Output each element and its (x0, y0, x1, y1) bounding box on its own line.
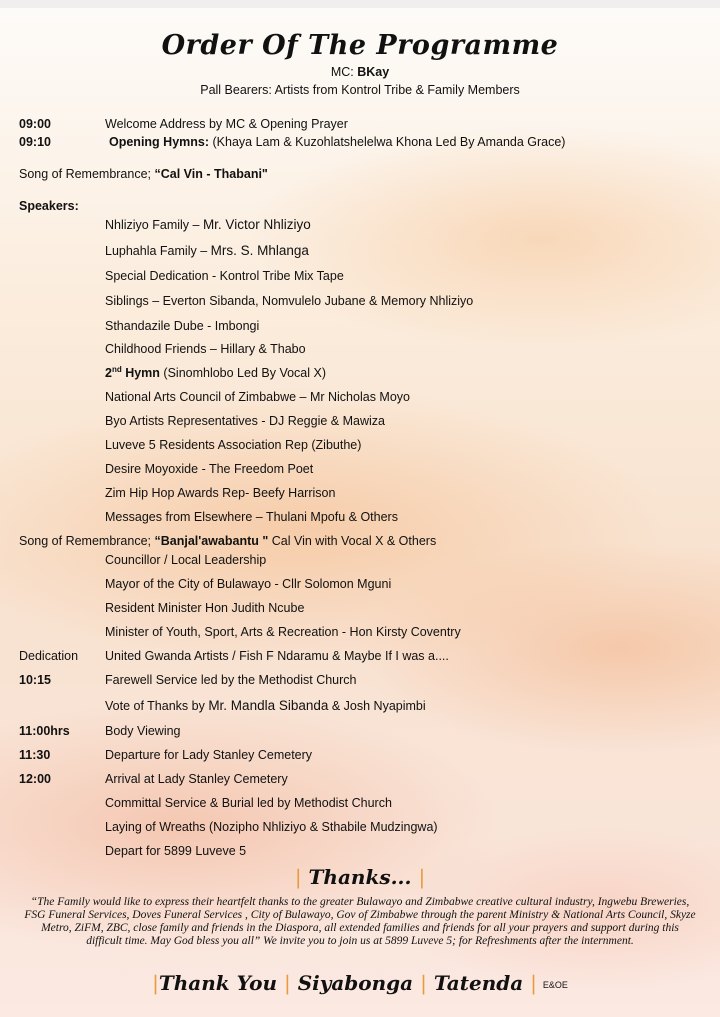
song-prefix: Song of Remembrance; (19, 534, 155, 548)
speaker-item (0, 217, 720, 237)
dedication-item (0, 649, 720, 669)
speaker-item (0, 243, 720, 263)
programme-item (0, 673, 720, 693)
song-title: “Banjal'awabantu " (154, 534, 269, 548)
song-title: “Cal Vin - Thabani" (154, 167, 268, 181)
divider-bar: | (420, 971, 427, 995)
pall-bearers: Pall Bearers: Artists from Kontrol Tribe & Family Members (200, 83, 520, 97)
leader-item: Mayor of the City of Bulawayo - Cllr Solomon Mguni (105, 577, 392, 591)
siyabonga: Siyabonga (297, 971, 414, 995)
speaker-item: Zim Hip Hop Awards Rep- Beefy Harrison (105, 486, 336, 500)
item-text: Arrival at Lady Stanley Cemetery (105, 772, 288, 786)
divider-bar: | (283, 971, 291, 995)
speakers-label: Speakers: (19, 199, 79, 213)
leader-item: Minister of Youth, Sport, Arts & Recreation - Hon Kirsty Coventry (105, 625, 461, 639)
item-text: Body Viewing (105, 724, 181, 738)
programme-item: Laying of Wreaths (Nozipho Nhliziyo & Sthabile Mudzingwa) (105, 820, 438, 834)
divider-bar: | (152, 971, 159, 995)
item-text: Farewell Service led by the Methodist Church (105, 673, 357, 687)
programme-item (0, 772, 720, 792)
speaker-group: Luphahla Family – (105, 244, 211, 258)
hymn-number: 2 (105, 366, 112, 381)
tatenda: Tatenda (433, 971, 524, 995)
mc-name: BKay (357, 65, 390, 79)
opening-hymns-text: (Khaya Lam & Kuzohlatshelelwa Khona Led By Amanda Grace) (209, 135, 566, 149)
speaker-item: Byo Artists Representatives - DJ Reggie & Mawiza (105, 414, 385, 428)
speaker-name: Mr. Victor Nhliziyo (202, 217, 311, 232)
programme-item: Committal Service & Burial led by Methodist Church (105, 796, 392, 810)
divider-bar: | (530, 971, 537, 995)
speakers-heading (0, 199, 720, 219)
speaker-name: Mrs. S. Mhlanga (210, 243, 309, 258)
vote-speaker: Mr. Mandla Sibanda (208, 698, 329, 713)
eoe-note: E&OE (542, 979, 568, 990)
mc-line (0, 65, 720, 79)
page-title: Order Of The Programme (161, 30, 559, 61)
song-of-remembrance-1 (0, 167, 720, 187)
speaker-item: National Arts Council of Zimbabwe – Mr Nicholas Moyo (105, 390, 410, 404)
speaker-group: Nhliziyo Family – (105, 218, 203, 232)
item-time: 12:00 (19, 772, 51, 786)
divider-bar: | (418, 865, 426, 889)
programme-item: Depart for 5899 Luveve 5 (105, 844, 247, 858)
thank-you: Thank You (158, 971, 277, 995)
divider-bar: | (294, 865, 302, 889)
item-text: Departure for Lady Stanley Cemetery (105, 748, 313, 762)
dedication-text: United Gwanda Artists / Fish F Ndaramu & Maybe If I was a.... (105, 649, 449, 663)
programme-item (0, 117, 720, 137)
programme-item (0, 135, 720, 155)
hymn-ordinal: nd (111, 365, 122, 374)
item-time: 09:00 (19, 117, 51, 131)
programme-item (0, 748, 720, 768)
programme-item: Vote of Thanks by Mr. Mandla Sibanda & Josh Nyapimbi (105, 698, 426, 713)
thanks-heading: | Thanks... | (294, 865, 426, 889)
speaker-item: Special Dedication - Kontrol Tribe Mix Tape (105, 269, 344, 283)
leader-item: Resident Minister Hon Judith Ncube (105, 601, 305, 615)
programme-item (0, 724, 720, 744)
song-prefix: Song of Remembrance; (19, 167, 155, 181)
hymn-text: (Sinomhlobo Led By Vocal X) (159, 366, 327, 381)
leader-item: Councillor / Local Leadership (105, 553, 267, 567)
opening-hymns-label: Opening Hymns: (109, 135, 210, 149)
item-time: 10:15 (19, 673, 51, 687)
speaker-item: Childhood Friends – Hillary & Thabo (105, 342, 306, 356)
speaker-item (0, 365, 720, 385)
item-text (109, 135, 565, 149)
speaker-item: Desire Moyoxide - The Freedom Poet (105, 462, 314, 476)
thanks-message: “The Family would like to express their heartfelt thanks to the greater Bulawayo and Zimbabwe creative cultural industry, Ingwebu Breweries, FSG Funeral Services, Doves Funeral Services , City of Bulawayo, Gov of Zimbabwe through the parent Ministry & National Arts Council, Skyze Metro, ZiFM, ZBC, close family and friends in the Diaspora, all extended families and friends for all your prayers and support during this difficult time. May God bless you all” We invite you to join us at 5899 Luveve 5; for Refreshments after the internment. (24, 896, 696, 947)
mc-label: MC: (330, 65, 354, 79)
item-time: 11:30 (19, 748, 51, 762)
dedication-label: Dedication (19, 649, 79, 663)
closing-line (0, 971, 720, 995)
item-time: 11:00hrs (19, 724, 70, 738)
hymn-label: Hymn (121, 366, 160, 381)
speaker-item: Sthandazile Dube - Imbongi (105, 319, 260, 333)
speaker-item: Luveve 5 Residents Association Rep (Zibuthe) (105, 438, 362, 452)
song-of-remembrance-2 (0, 534, 720, 554)
speaker-item: Messages from Elsewhere – Thulani Mpofu & Others (105, 510, 398, 524)
item-text: Welcome Address by MC & Opening Prayer (105, 117, 348, 131)
programme-page (0, 8, 720, 1017)
speaker-item: Siblings – Everton Sibanda, Nomvulelo Jubane & Memory Nhliziyo (105, 294, 474, 308)
song-suffix: Cal Vin with Vocal X & Others (268, 534, 437, 548)
item-time: 09:10 (19, 135, 51, 149)
